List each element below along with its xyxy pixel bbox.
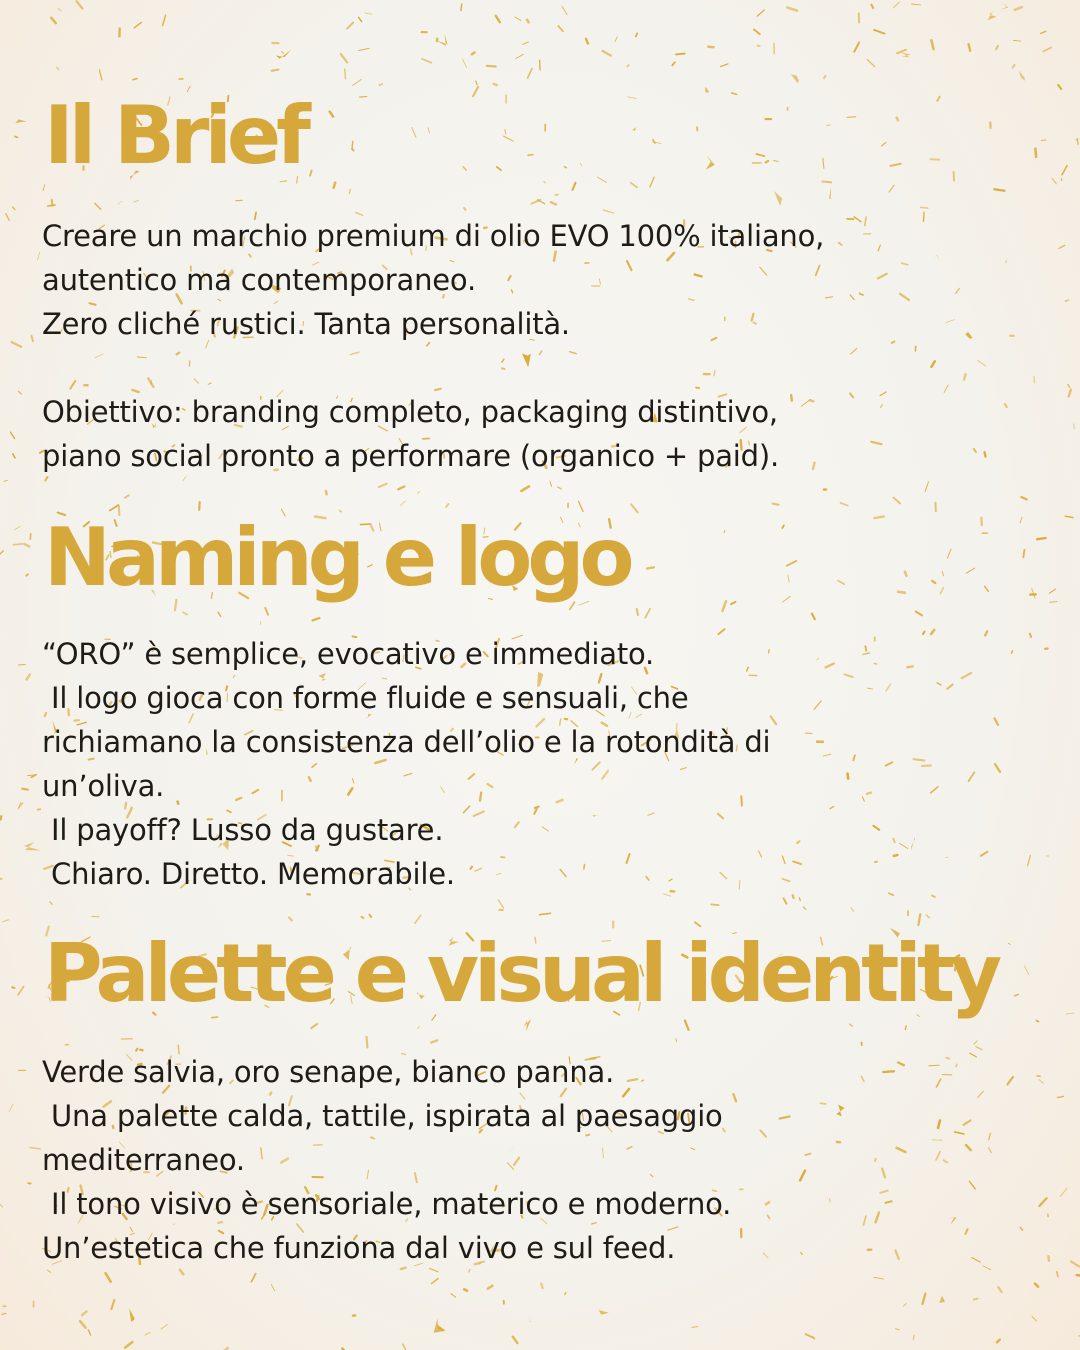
text-line: Verde salvia, oro senape, bianco panna. [42, 1055, 615, 1089]
text-line: Il tono visivo è sensoriale, materico e moderno. [42, 1187, 732, 1221]
paragraph-il-brief [42, 214, 1052, 478]
text-line: Obiettivo: branding completo, packaging distintivo, [42, 395, 778, 429]
heading-naming-e-logo: Naming e logo [44, 511, 630, 604]
text-line: “ORO” è semplice, evocativo e immediato. [42, 637, 655, 671]
heading-palette-e-visual-identity: Palette e visual identity [44, 927, 998, 1020]
paragraph-naming-e-logo [42, 632, 1052, 896]
text-line: Il payoff? Lusso da gustare. [42, 813, 444, 847]
text-line: piano social pronto a performare (organico + paid). [42, 439, 780, 473]
heading-il-brief: Il Brief [44, 89, 306, 182]
text-line: Zero cliché rustici. Tanta personalità. [42, 307, 570, 341]
paragraph-palette-e-visual-identity [42, 1050, 1052, 1270]
text-line: mediterraneo. [42, 1143, 245, 1177]
text-line: un’oliva. [42, 769, 165, 803]
text-line: Chiaro. Diretto. Memorabile. [42, 857, 455, 891]
text-line: autentico ma contemporaneo. [42, 263, 476, 297]
text-line: Un’estetica che funziona dal vivo e sul feed. [42, 1231, 676, 1265]
text-line: Creare un marchio premium di olio EVO 100% italiano, [42, 219, 825, 253]
text-line: Il logo gioca con forme fluide e sensuali, che [42, 681, 689, 715]
text-line: Una palette calda, tattile, ispirata al paesaggio [42, 1099, 723, 1133]
text-line: richiamano la consistenza dell’olio e la rotondità di [42, 725, 771, 759]
paragraph-gap [42, 346, 1052, 390]
